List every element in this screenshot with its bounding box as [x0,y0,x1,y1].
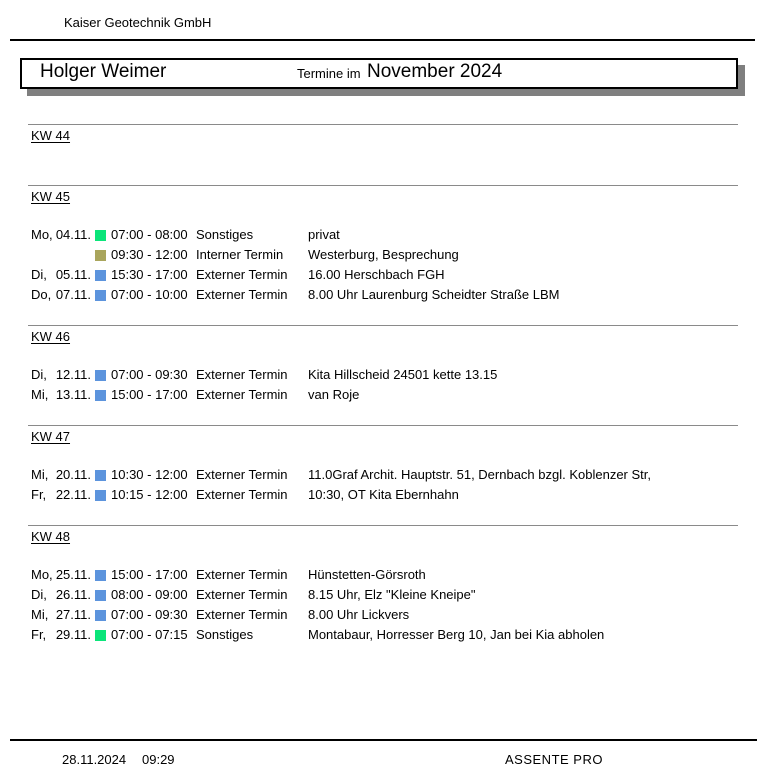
footer-app-name: ASSENTE PRO [505,752,603,767]
row-time: 07:00 - 09:30 [111,367,188,382]
section-divider-line [28,325,738,326]
row-category: Externer Termin [196,587,288,602]
row-time: 15:00 - 17:00 [111,567,188,582]
row-category: Sonstiges [196,627,254,642]
appointment-row [0,245,780,265]
row-description: 11.0Graf Archit. Hauptstr. 51, Dernbach bzgl. Koblenzer Str, [308,467,651,482]
category-color-square [95,390,106,401]
row-category: Externer Termin [196,267,288,282]
row-time: 10:30 - 12:00 [111,467,188,482]
row-time: 08:00 - 09:00 [111,587,188,602]
row-day: Mi, [31,607,49,622]
row-date: 07.11. [55,287,91,302]
row-time: 09:30 - 12:00 [111,247,188,262]
category-color-square [95,250,106,261]
row-description: privat [308,227,340,242]
week-label: KW 45 [31,189,71,204]
row-description: Westerburg, Besprechung [308,247,459,262]
section-divider-line [28,124,738,125]
row-day: Mi, [31,387,49,402]
week-label: KW 44 [31,128,71,143]
section-divider-line [28,425,738,426]
week-label: KW 46 [31,329,71,344]
row-date: 20.11. [55,467,91,482]
appointment-row [0,225,780,245]
report-month-title: November 2024 [367,61,503,82]
appointment-row [0,385,780,405]
row-category: Externer Termin [196,287,288,302]
category-color-square [95,590,106,601]
footer-print-date: 28.11.2024 [62,752,127,767]
category-color-square [95,630,106,641]
category-color-square [95,230,106,241]
row-date: 29.11. [55,627,91,642]
row-day: Di, [31,267,47,282]
row-description: 8.00 Uhr Laurenburg Scheidter Straße LBM [308,287,560,302]
row-time: 07:00 - 07:15 [111,627,188,642]
row-time: 07:00 - 08:00 [111,227,188,242]
row-category: Externer Termin [196,387,288,402]
row-description: Kita Hillscheid 24501 kette 13.15 [308,367,498,382]
row-time: 10:15 - 12:00 [111,487,188,502]
category-color-square [95,490,106,501]
row-category: Externer Termin [196,607,288,622]
appointment-row [0,465,780,485]
row-time: 15:30 - 17:00 [111,267,188,282]
row-day: Di, [31,587,47,602]
appointment-row [0,625,780,645]
section-divider-line [28,185,738,186]
row-time: 07:00 - 10:00 [111,287,188,302]
row-description: 10:30, OT Kita Ebernhahn [308,487,459,502]
category-color-square [95,470,106,481]
row-description: 8.00 Uhr Lickvers [308,607,410,622]
appointment-row [0,365,780,385]
appointment-row [0,605,780,625]
row-date: 13.11. [55,387,91,402]
appointment-rows [0,365,780,405]
row-time: 15:00 - 17:00 [111,387,188,402]
row-date: 25.11. [55,567,91,582]
row-category: Externer Termin [196,487,288,502]
row-day: Mo, [31,227,53,242]
row-day: Mi, [31,467,49,482]
row-day: Fr, [31,487,47,502]
row-date: 22.11. [55,487,91,502]
section-divider-line [28,525,738,526]
row-description: 16.00 Herschbach FGH [308,267,445,282]
row-date: 04.11. [55,227,91,242]
row-category: Sonstiges [196,227,254,242]
report-title-box [20,58,738,89]
week-label: KW 47 [31,429,71,444]
row-day: Do, [31,287,52,302]
category-color-square [95,370,106,381]
company-name: Kaiser Geotechnik GmbH [64,15,212,30]
row-category: Externer Termin [196,467,288,482]
row-date: 12.11. [55,367,91,382]
header-divider-line [10,39,755,41]
row-date: 27.11. [55,607,91,622]
row-date: 05.11. [55,267,91,282]
category-color-square [95,610,106,621]
appointment-rows [0,225,780,305]
appointment-row [0,585,780,605]
appointment-row [0,265,780,285]
row-time: 07:00 - 09:30 [111,607,188,622]
appointment-row [0,285,780,305]
row-description: van Roje [308,387,360,402]
footer-print-time: 09:29 [142,752,175,767]
appointment-rows [0,465,780,505]
category-color-square [95,290,106,301]
row-description: Hünstetten-Görsroth [308,567,426,582]
footer-divider-line [10,739,757,741]
row-description: Montabaur, Horresser Berg 10, Jan bei Kia abholen [308,627,605,642]
person-name: Holger Weimer [40,61,167,82]
week-label: KW 48 [31,529,71,544]
report-subtitle-prefix: Termine im [297,66,361,81]
row-category: Interner Termin [196,247,284,262]
row-category: Externer Termin [196,367,288,382]
row-day: Fr, [31,627,47,642]
category-color-square [95,270,106,281]
row-day: Mo, [31,567,53,582]
row-date: 26.11. [55,587,91,602]
row-description: 8.15 Uhr, Elz "Kleine Kneipe" [308,587,476,602]
appointment-row [0,485,780,505]
category-color-square [95,570,106,581]
row-category: Externer Termin [196,567,288,582]
appointment-rows [0,565,780,645]
appointment-row [0,565,780,585]
row-day: Di, [31,367,47,382]
